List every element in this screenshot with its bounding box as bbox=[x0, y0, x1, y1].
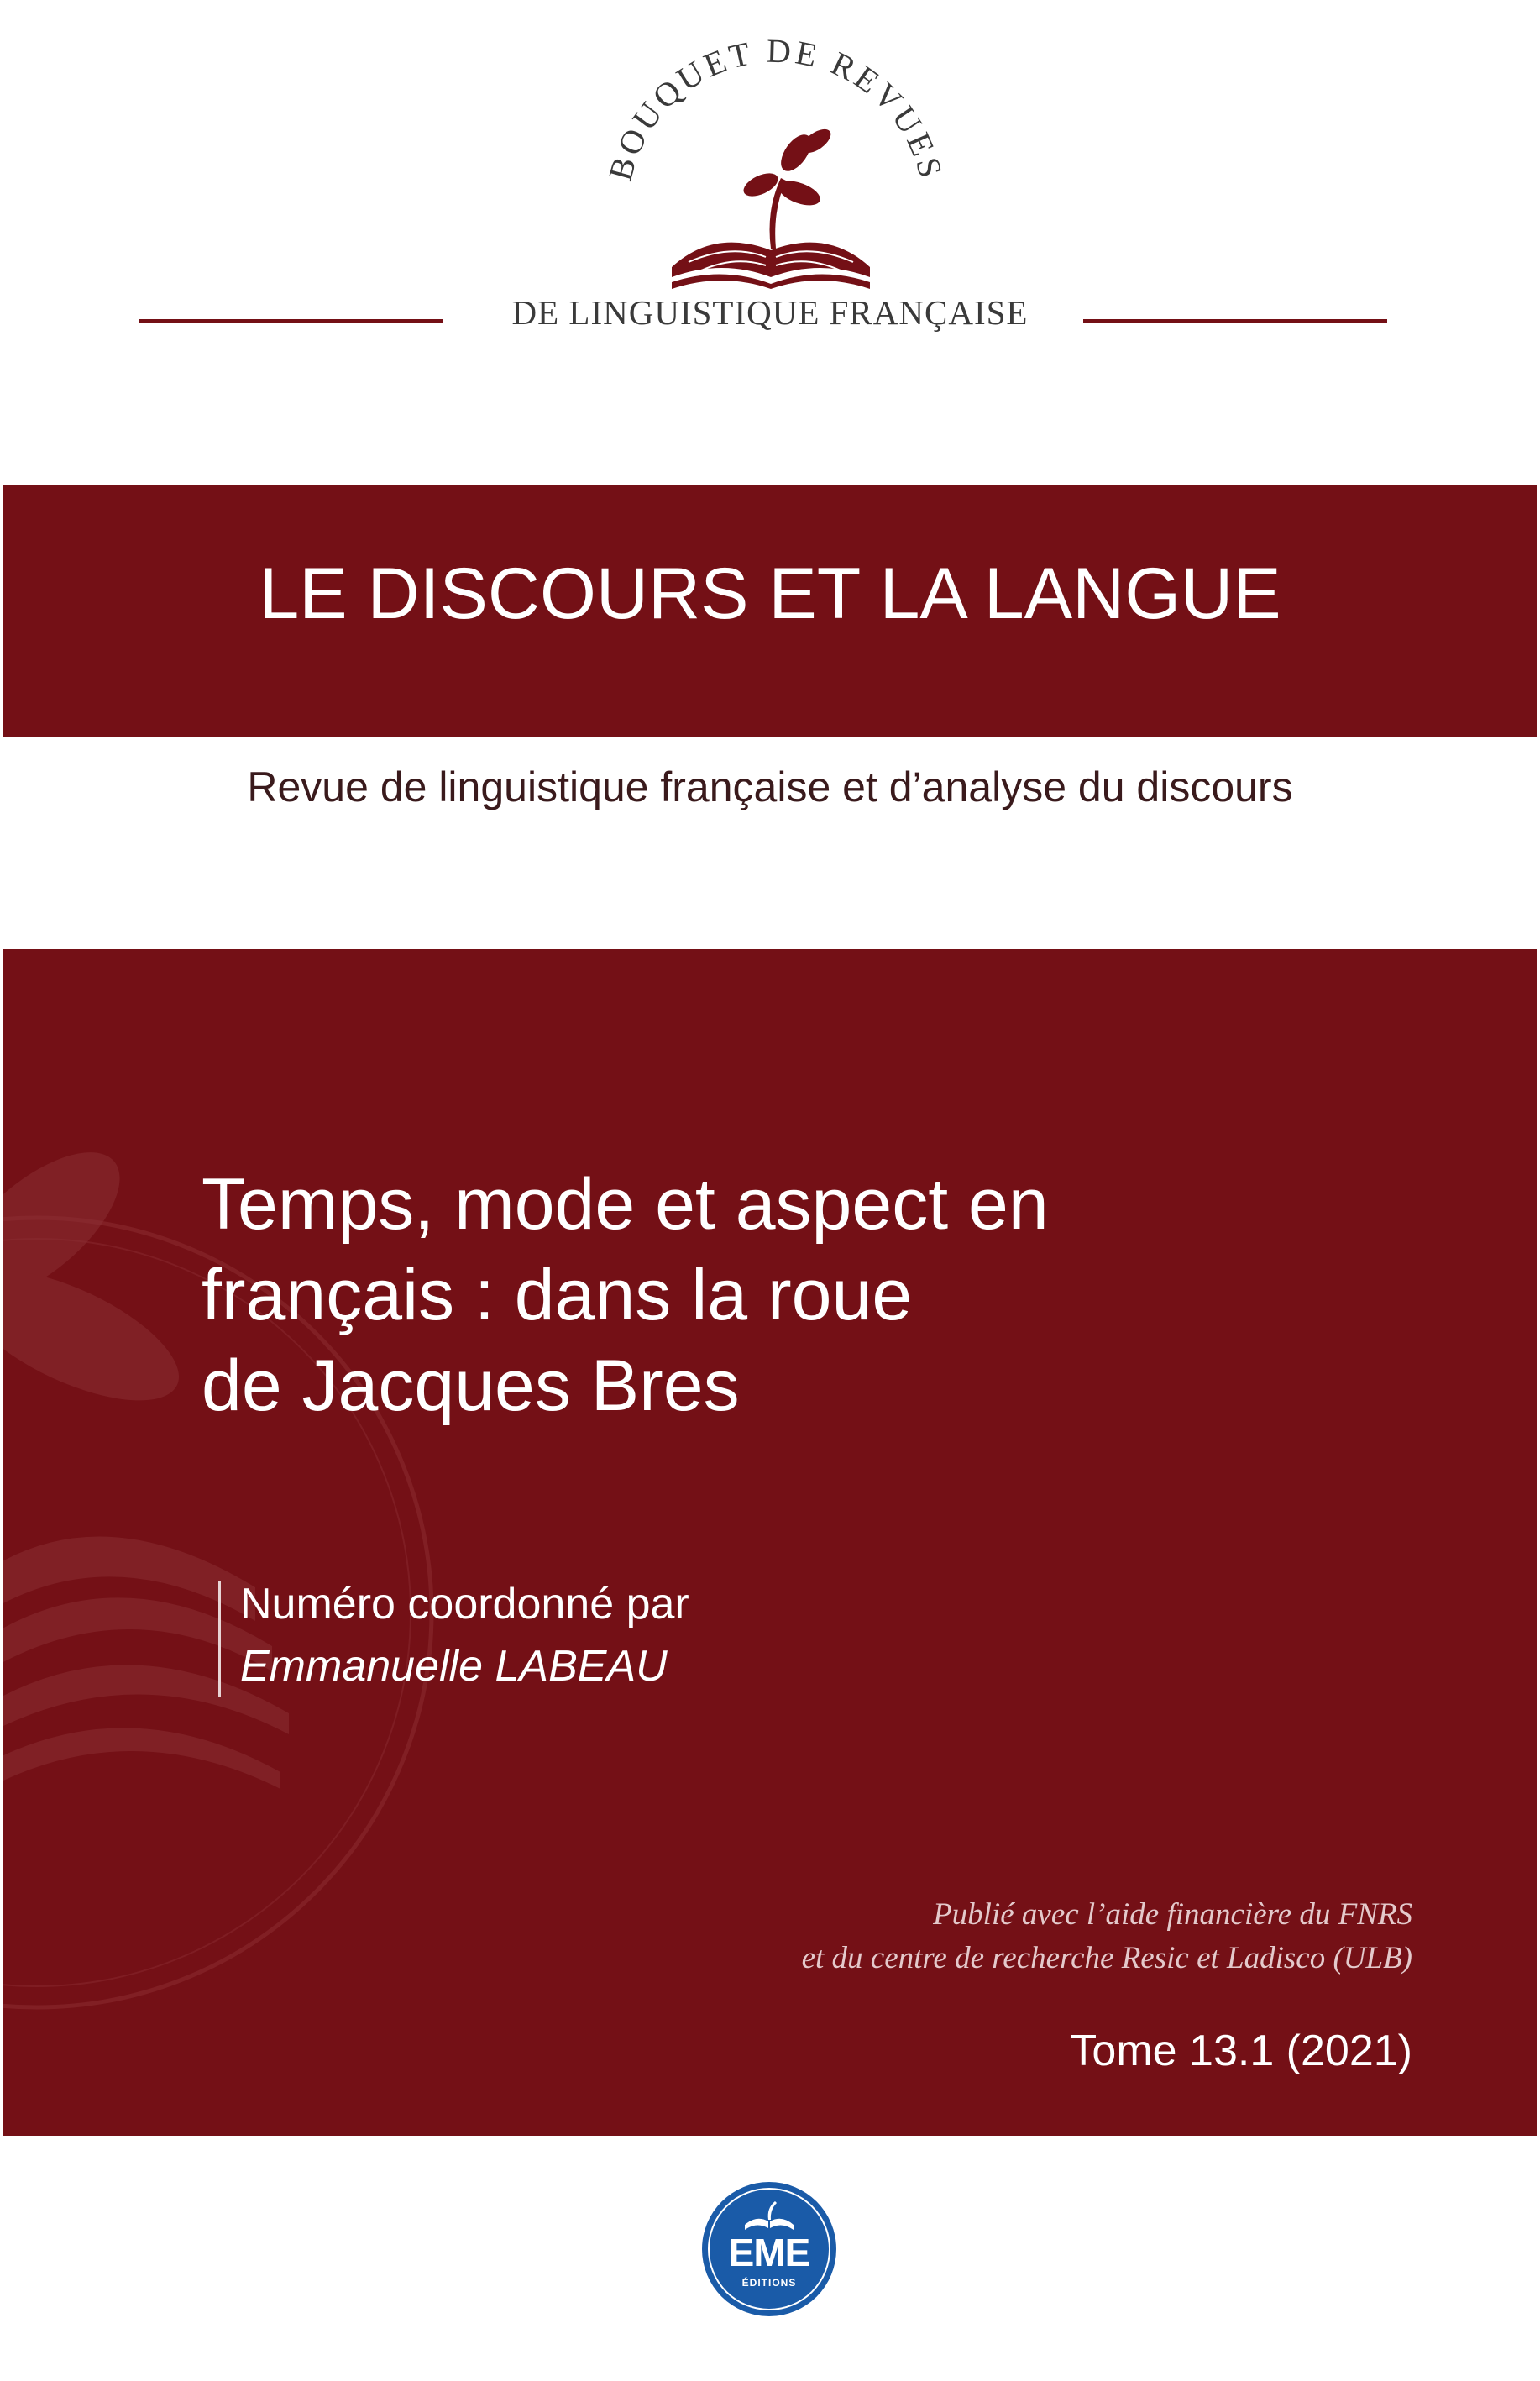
issue-panel bbox=[3, 949, 1537, 2136]
volume-label: Tome 13.1 (2021) bbox=[1070, 2027, 1412, 2075]
logo-divider-right bbox=[1083, 319, 1387, 323]
coordinator-accent-bar bbox=[218, 1581, 221, 1697]
logo-arc-text: BOUQUET DE REVUES bbox=[600, 31, 951, 185]
publisher-name: EME bbox=[728, 2231, 810, 2274]
issue-title bbox=[202, 1159, 1293, 1431]
issue-title-line: français : dans la roue bbox=[202, 1255, 913, 1335]
funding-line: Publié avec l’aide financière du FNRS bbox=[933, 1897, 1412, 1932]
funding-line: et du centre de recherche Resic et Ladisco (ULB) bbox=[801, 1941, 1412, 1975]
publisher-logo bbox=[701, 2181, 837, 2317]
coordinator-name: Emmanuelle LABEAU bbox=[240, 1642, 668, 1691]
publisher-subtitle: ÉDITIONS bbox=[741, 2277, 797, 2289]
open-book-icon bbox=[672, 243, 870, 289]
coordinated-by-label: Numéro coordonné par bbox=[240, 1580, 689, 1628]
sprout-icon bbox=[740, 124, 835, 249]
issue-title-line: Temps, mode et aspect en bbox=[202, 1164, 1049, 1245]
logo-divider-left bbox=[139, 319, 443, 323]
logo-subtitle: DE LINGUISTIQUE FRANÇAISE bbox=[511, 293, 1029, 332]
issue-title-line: de Jacques Bres bbox=[202, 1345, 740, 1426]
funding-note bbox=[802, 1893, 1412, 1980]
journal-title: LE DISCOURS ET LA LANGUE bbox=[259, 553, 1281, 634]
journal-subtitle: Revue de linguistique française et d’analyse du discours bbox=[247, 763, 1293, 810]
